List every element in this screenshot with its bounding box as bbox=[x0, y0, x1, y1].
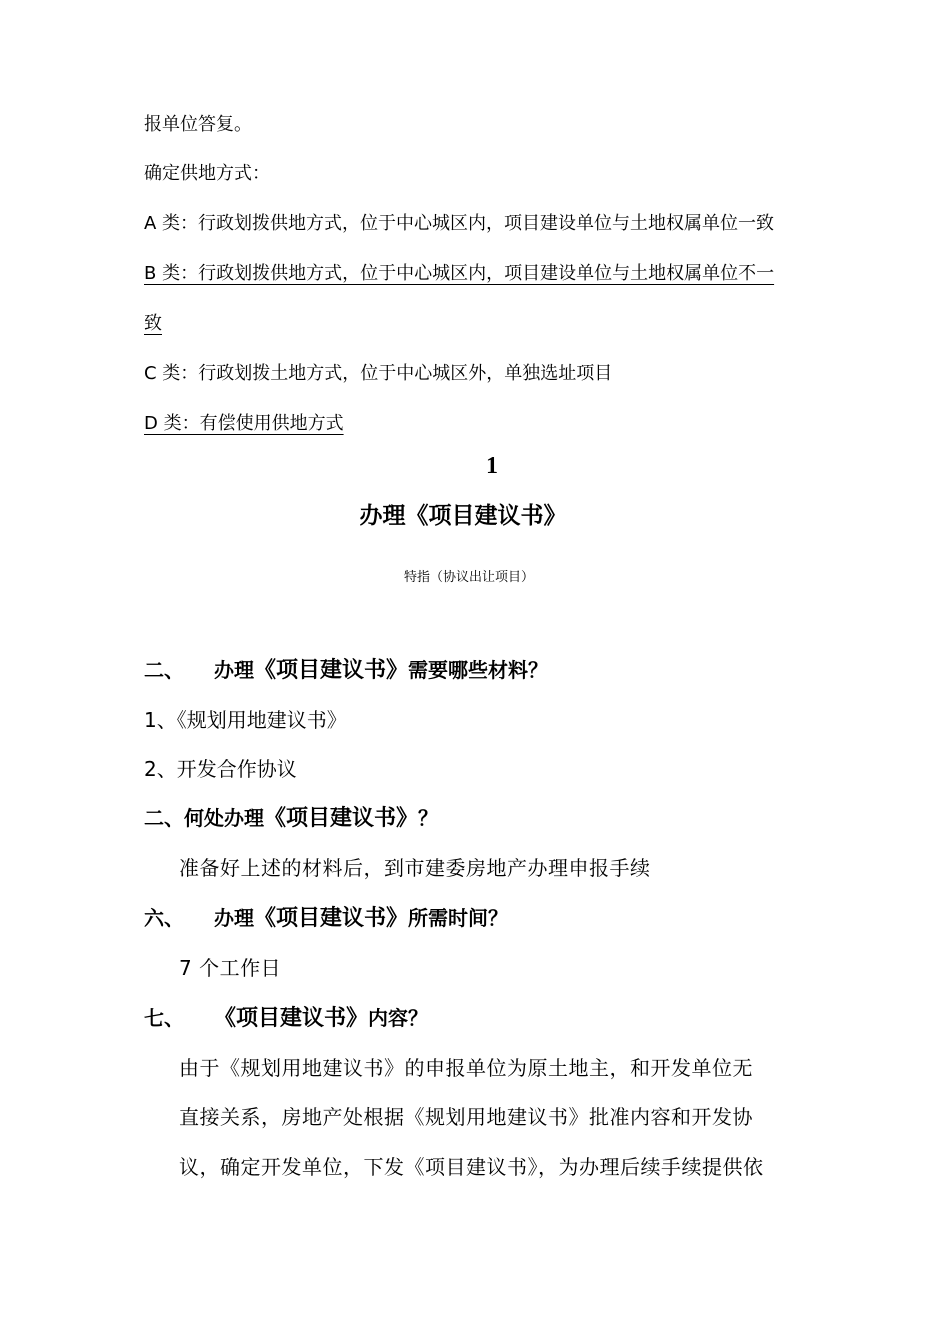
section-heading bbox=[144, 906, 508, 931]
category-d-line: D 类：有偿使用供地方式 bbox=[144, 413, 344, 434]
list-item: 1、《规划用地建议书》 bbox=[144, 708, 347, 732]
section-heading-prefix: 办理 bbox=[214, 906, 254, 930]
paragraph-line: 议，确定开发单位，下发《项目建议书》，为办理后续手续提供依 bbox=[179, 1155, 764, 1179]
section-heading-book: 《项目建议书》 bbox=[254, 906, 409, 931]
section-heading-suffix: 需要哪些材料？ bbox=[408, 658, 549, 682]
category-b-line-continued: 致 bbox=[144, 313, 162, 334]
section-heading-suffix: 所需时间？ bbox=[408, 906, 509, 930]
list-item: 2、开发合作协议 bbox=[144, 757, 297, 781]
section-heading-book: 《项目建议书》 bbox=[264, 806, 419, 831]
section-heading-prefix: 何处办理 bbox=[184, 806, 264, 830]
section-heading-number: 六、 bbox=[144, 906, 184, 930]
text-line: 确定供地方式： bbox=[144, 163, 270, 184]
paragraph-line: 由于《规划用地建议书》的申报单位为原土地主，和开发单位无 bbox=[179, 1056, 753, 1080]
page-subtitle: 特指（协议出让项目） bbox=[403, 570, 534, 585]
list-item: 7 个工作日 bbox=[179, 956, 282, 980]
section-number: 1 bbox=[486, 453, 498, 479]
page-title: 办理《项目建议书》 bbox=[359, 503, 567, 529]
section-heading bbox=[144, 1006, 428, 1031]
text-line: 报单位答复。 bbox=[144, 114, 252, 135]
section-heading bbox=[144, 806, 438, 831]
section-heading-prefix: 办理 bbox=[214, 658, 254, 682]
section-heading-suffix: 内容？ bbox=[368, 1006, 429, 1030]
section-heading-book: 《项目建议书》 bbox=[254, 658, 409, 683]
category-a-line: A 类：行政划拨供地方式，位于中心城区内，项目建设单位与土地权属单位一致 bbox=[144, 213, 775, 234]
section-heading bbox=[144, 658, 548, 683]
paragraph-line: 直接关系，房地产处根据《规划用地建议书》批准内容和开发协 bbox=[179, 1105, 753, 1129]
section-heading-number: 七、 bbox=[144, 1006, 184, 1030]
section-heading-book: 《项目建议书》 bbox=[214, 1006, 369, 1031]
section-heading-number: 二、 bbox=[144, 806, 184, 830]
category-b-line: B 类：行政划拨供地方式，位于中心城区内，项目建设单位与土地权属单位不一 bbox=[144, 263, 775, 284]
section-heading-suffix: ？ bbox=[418, 806, 439, 830]
category-c-line: C 类：行政划拨土地方式，位于中心城区外，单独选址项目 bbox=[144, 363, 613, 384]
list-item: 准备好上述的材料后，到市建委房地产办理申报手续 bbox=[179, 856, 651, 880]
section-heading-number: 二、 bbox=[144, 658, 184, 682]
